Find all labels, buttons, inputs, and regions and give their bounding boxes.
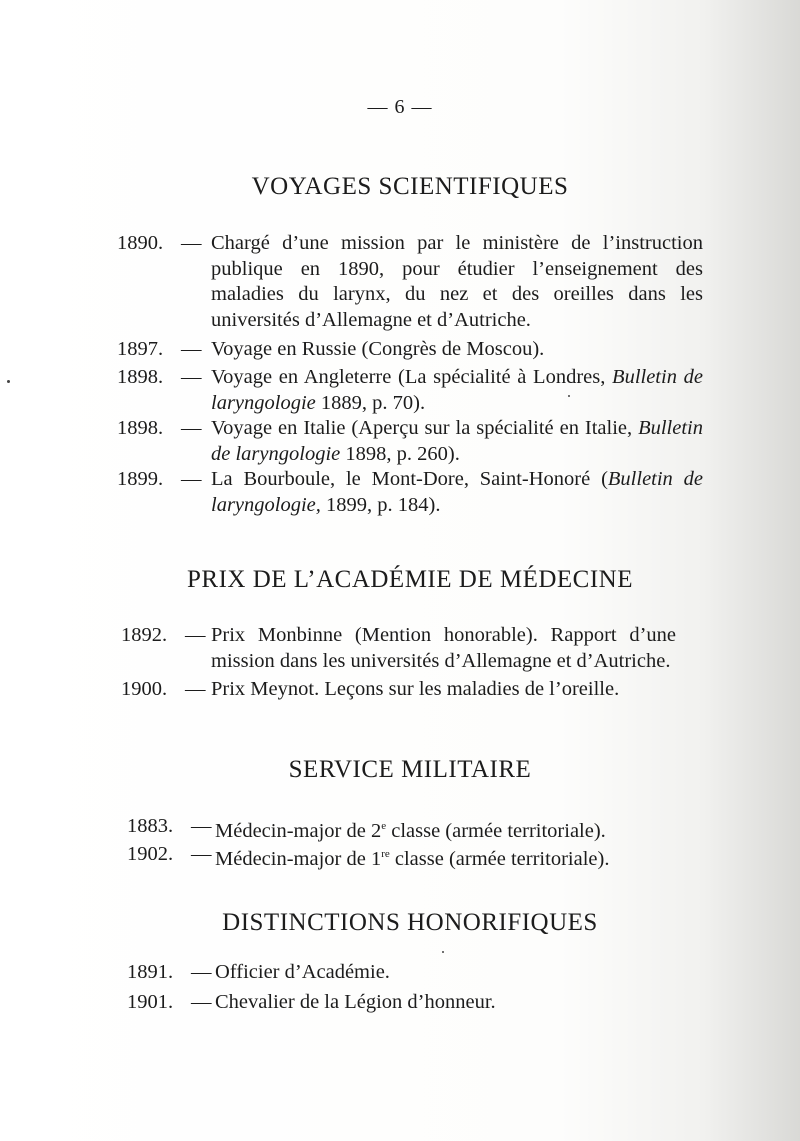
journal-title: Bulletin de laryngologie,	[211, 468, 703, 516]
entry-dash: —	[191, 991, 212, 1013]
entry-text	[215, 842, 695, 872]
journal-title: Bulletin de laryngologie	[211, 366, 703, 414]
entry-text: Prix Monbinne (Mention honorable). Rapport d’une mission dans les universités d’Allemagne et d’Autriche.	[211, 624, 676, 672]
entry-dash: —	[181, 232, 202, 254]
entry-text	[211, 365, 703, 416]
entry-voyage-1898-angleterre	[117, 365, 707, 417]
entry-text: Prix Meynot. Leçons sur les maladies de l’oreille.	[211, 678, 620, 700]
entry-text	[215, 814, 695, 844]
entry-year: 1890.	[117, 232, 164, 254]
entry-text-end: 1899, p. 184).	[320, 493, 441, 516]
entry-text-end: classe (armée territoriale).	[386, 819, 606, 842]
entry-text-end: 1889, p. 70).	[315, 391, 426, 414]
entry-militaire-1902	[127, 842, 707, 868]
entry-voyage-1899	[117, 467, 707, 519]
entry-dash: —	[191, 843, 212, 865]
entry-dash: —	[191, 815, 212, 837]
entry-text-end: 1898, p. 260).	[340, 442, 460, 465]
entry-year: 1892.	[121, 624, 168, 646]
entry-text: Chevalier de la Légion d’honneur.	[215, 991, 496, 1013]
ordinal-suffix: e	[381, 820, 387, 832]
entry-voyage-1890	[117, 231, 707, 333]
entry-distinction-1891	[127, 960, 707, 986]
entry-dash: —	[191, 961, 212, 983]
ordinal-suffix: re	[381, 848, 390, 860]
entry-dash: —	[185, 624, 206, 646]
entry-year: 1891.	[127, 961, 174, 983]
entry-text: Chargé d’une mission par le ministère de l’instruction publique en 1890, pour étudier l’enseignement des maladies du larynx, du nez et des oreilles dans les universités d’Allemagne et d’Autriche.	[211, 232, 703, 331]
section-title-prix: PRIX DE L’ACADÉMIE DE MÉDECINE	[187, 566, 633, 593]
entry-text-start: Voyage en Angleterre (La spécialité à Londres,	[211, 366, 613, 388]
entry-year: 1899.	[117, 468, 164, 490]
entry-voyage-1898-italie	[117, 416, 707, 468]
entry-text-start: Médecin-major de 2	[215, 819, 382, 842]
entry-text-start: La Bourboule, le Mont-Dore, Saint-Honoré (	[211, 468, 608, 490]
entry-dash: —	[181, 468, 202, 490]
entry-year: 1898.	[117, 366, 164, 388]
entry-year: 1897.	[117, 338, 164, 360]
entry-text-start: Médecin-major de 1	[215, 847, 382, 870]
paper-speck	[442, 951, 444, 953]
entry-year: 1898.	[117, 417, 164, 439]
entry-year: 1900.	[121, 678, 168, 700]
entry-prix-1900	[121, 677, 707, 703]
entry-militaire-1883	[127, 814, 707, 840]
entry-voyage-1897	[117, 337, 707, 363]
entry-text-end: classe (armée territoriale).	[389, 847, 610, 870]
section-title-militaire: SERVICE MILITAIRE	[288, 756, 532, 783]
entry-text	[211, 467, 703, 518]
entry-dash: —	[181, 417, 202, 439]
page-number: — 6 —	[367, 96, 433, 118]
entry-dash: —	[185, 678, 206, 700]
entry-text-start: Voyage en Italie (Aperçu sur la spécialité en Italie,	[211, 417, 639, 439]
section-title-voyages: VOYAGES SCIENTIFIQUES	[251, 173, 569, 200]
entry-year: 1883.	[127, 815, 174, 837]
journal-title: Bulletin de laryngologie	[211, 417, 703, 465]
entry-year: 1902.	[127, 843, 174, 865]
entry-text: Voyage en Russie (Congrès de Moscou).	[211, 338, 545, 360]
section-title-distinctions: DISTINCTIONS HONORIFIQUES	[222, 909, 598, 936]
entry-text: Officier d’Académie.	[215, 961, 390, 983]
entry-text	[211, 416, 703, 467]
entry-dash: —	[181, 338, 202, 360]
entry-dash: —	[181, 366, 202, 388]
entry-distinction-1901	[127, 990, 707, 1016]
paper-speck	[568, 395, 570, 397]
entry-prix-1892	[121, 623, 707, 675]
paper-speck	[7, 380, 10, 383]
entry-year: 1901.	[127, 991, 174, 1013]
